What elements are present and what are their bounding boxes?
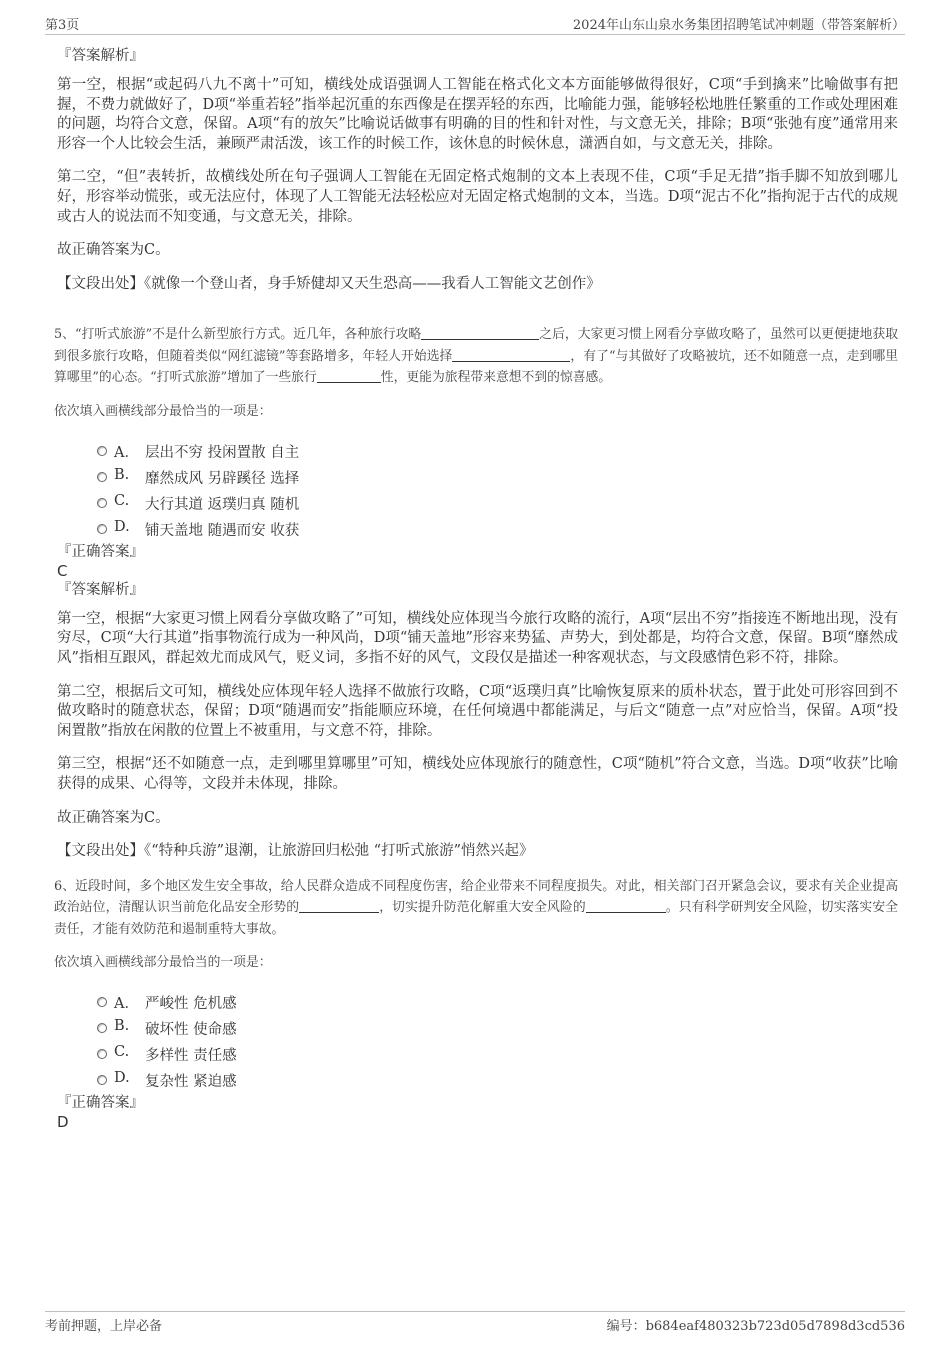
radio-button[interactable] (97, 524, 107, 534)
fill-blank (452, 347, 570, 362)
option-c[interactable]: C. 多样性 责任感 (57, 1041, 898, 1067)
correct-answer: C (57, 561, 68, 580)
fill-blank (421, 325, 539, 340)
option-list (57, 438, 898, 542)
option-d[interactable]: D. 铺天盖地 随遇而安 收获 (57, 516, 898, 542)
question-stem: 5、“打听式旅游”不是什么新型旅行方式。近几年，各种旅行攻略 之后，大家更习惯上网看分享做攻略了，虽然可以更便捷地获取到很多旅行攻略，但随着类似“网红滤镜”等套路增多，年轻人开始选择 ，有了“与其做好了攻略被坑，还不如随意一点，走到哪里算哪里”的心态。“打听式旅游”增加了一些旅行 性，更能为旅程带来意想不到的惊喜感。 (54, 327, 898, 386)
analysis-paragraph: 第二空，“但”表转折，故横线处所在句子强调人工智能在无固定格式炮制的文本上表现不佳，C项“手足无措”指手脚不知放到哪儿好，形容举动慌张，或无法应付，体现了人工智能无法轻松应对无固定格式炮制的文本，当选。D项“泥古不化”指拘泥于古代的成规或古人的说法而不知变通，与文意无关，排除。 (57, 169, 898, 225)
document-id: 编号：b684eaf480323b723d05d7898d3cd536 (606, 1319, 905, 1334)
document-title: 2024年山东山泉水务集团招聘笔试冲刺题（带答案解析） (572, 18, 905, 33)
radio-button[interactable] (97, 446, 107, 456)
fill-blank (586, 898, 666, 913)
analysis-label: 『答案解析』 (57, 48, 144, 64)
question-prompt: 依次填入画横线部分最恰当的一项是： (54, 403, 272, 419)
fill-blank (299, 898, 379, 913)
option-d[interactable]: D. 复杂性 紧迫感 (57, 1067, 898, 1093)
correct-answer: D (57, 1113, 69, 1132)
correct-answer-label: 『正确答案』 (57, 543, 144, 560)
source-citation: 【文段出处】《就像一个登山者，身手矫健却又天生恐高——我看人工智能文艺创作》 (57, 275, 601, 292)
question-prompt: 依次填入画横线部分最恰当的一项是： (54, 955, 272, 971)
conclusion: 故正确答案为C。 (57, 809, 170, 826)
option-b[interactable]: B. 靡然成风 另辟蹊径 选择 (57, 464, 898, 490)
radio-button[interactable] (97, 1049, 107, 1059)
footer-slogan: 考前押题，上岸必备 (45, 1319, 163, 1334)
document-content (54, 46, 899, 1132)
option-c[interactable]: C. 大行其道 返璞归真 随机 (57, 490, 898, 516)
analysis-paragraph: 第二空，根据后文可知，横线处应体现年轻人选择不做旅行攻略，C项“返璞归真”比喻恢复原来的质朴状态，置于此处可形容回到不做攻略时的随意状态，保留；D项“随遇而安”指能顺应环境，在任何境遇中都能满足，与后文“随意一点”对应恰当，保留。A项“投闲置散”指放在闲散的位置上不被重用，与文意不符，排除。 (57, 683, 898, 739)
option-a[interactable]: A． 严峻性 危机感 (57, 989, 898, 1015)
page-header (45, 14, 905, 35)
analysis-paragraph: 第三空，根据“还不如随意一点，走到哪里算哪里”可知，横线处应体现旅行的随意性，C项“随机”符合文意，当选。D项“收获”比喻获得的成果、心得等，文段并未体现，排除。 (57, 756, 898, 792)
page-number: 第3页 (45, 18, 80, 33)
question-stem: 6、近段时间，多个地区发生安全事故，给人民群众造成不同程度伤害，给企业带来不同程度损失。对此，相关部门召开紧急会议，要求有关企业提高政治站位，清醒认识当前危化品安全形势的 ，切实提升防范化解重大安全风险的 。只有科学研判安全风险，切实落实安全责任，才能有效防范和遏制重特大事故。 (54, 878, 899, 937)
radio-button[interactable] (97, 472, 107, 482)
page-footer (45, 1311, 905, 1334)
correct-answer-label: 『正确答案』 (57, 1095, 144, 1112)
radio-button[interactable] (97, 997, 107, 1007)
source-citation: 【文段出处】《“特种兵游”退潮，让旅游回归松弛 “打听式旅游”悄然兴起》 (57, 843, 534, 860)
analysis-paragraph: 第一空，根据“大家更习惯上网看分享做攻略了”可知，横线处应体现当今旅行攻略的流行，A项“层出不穷”指接连不断地出现，没有穷尽，C项“大行其道”指事物流行成为一种风尚，D项“铺天盖地”形容来势猛、声势大，到处都是，均符合文意，保留。B项“靡然成风”指相互跟风，群起效尤而成风气，贬义词，多指不好的风气，文段仅是描述一种客观状态，与文段感情色彩不符，排除。 (57, 610, 898, 667)
radio-button[interactable] (97, 498, 107, 508)
analysis-label: 『答案解析』 (57, 581, 144, 598)
analysis-paragraph: 第一空，根据“或起码八九不离十”可知，横线处成语强调人工智能在格式化文本方面能够做得很好，C项“手到擒来”比喻做事有把握，不费力就做好了，D项“举重若轻”指举起沉重的东西像是在摆弄轻的东西，比喻能力强，能够轻松地胜任繁重的工作或处理困难的问题，均符合文意，保留。A项“有的放矢”比喻说话做事有明确的目的性和针对性，与文意无关，排除；B项“张弛有度”通常用来形容一个人比较会生活，兼顾严肃活泼，该工作的时候工作，该休息的时候休息，潇洒自如，与文意无关，排除。 (57, 77, 898, 152)
fill-blank (317, 368, 381, 383)
option-b[interactable]: B. 破坏性 使命感 (57, 1015, 898, 1041)
radio-button[interactable] (97, 1075, 107, 1085)
conclusion: 故正确答案为C。 (57, 242, 170, 259)
option-list (57, 989, 898, 1093)
radio-button[interactable] (97, 1023, 107, 1033)
option-a[interactable]: A． 层出不穷 投闲置散 自主 (57, 438, 898, 464)
